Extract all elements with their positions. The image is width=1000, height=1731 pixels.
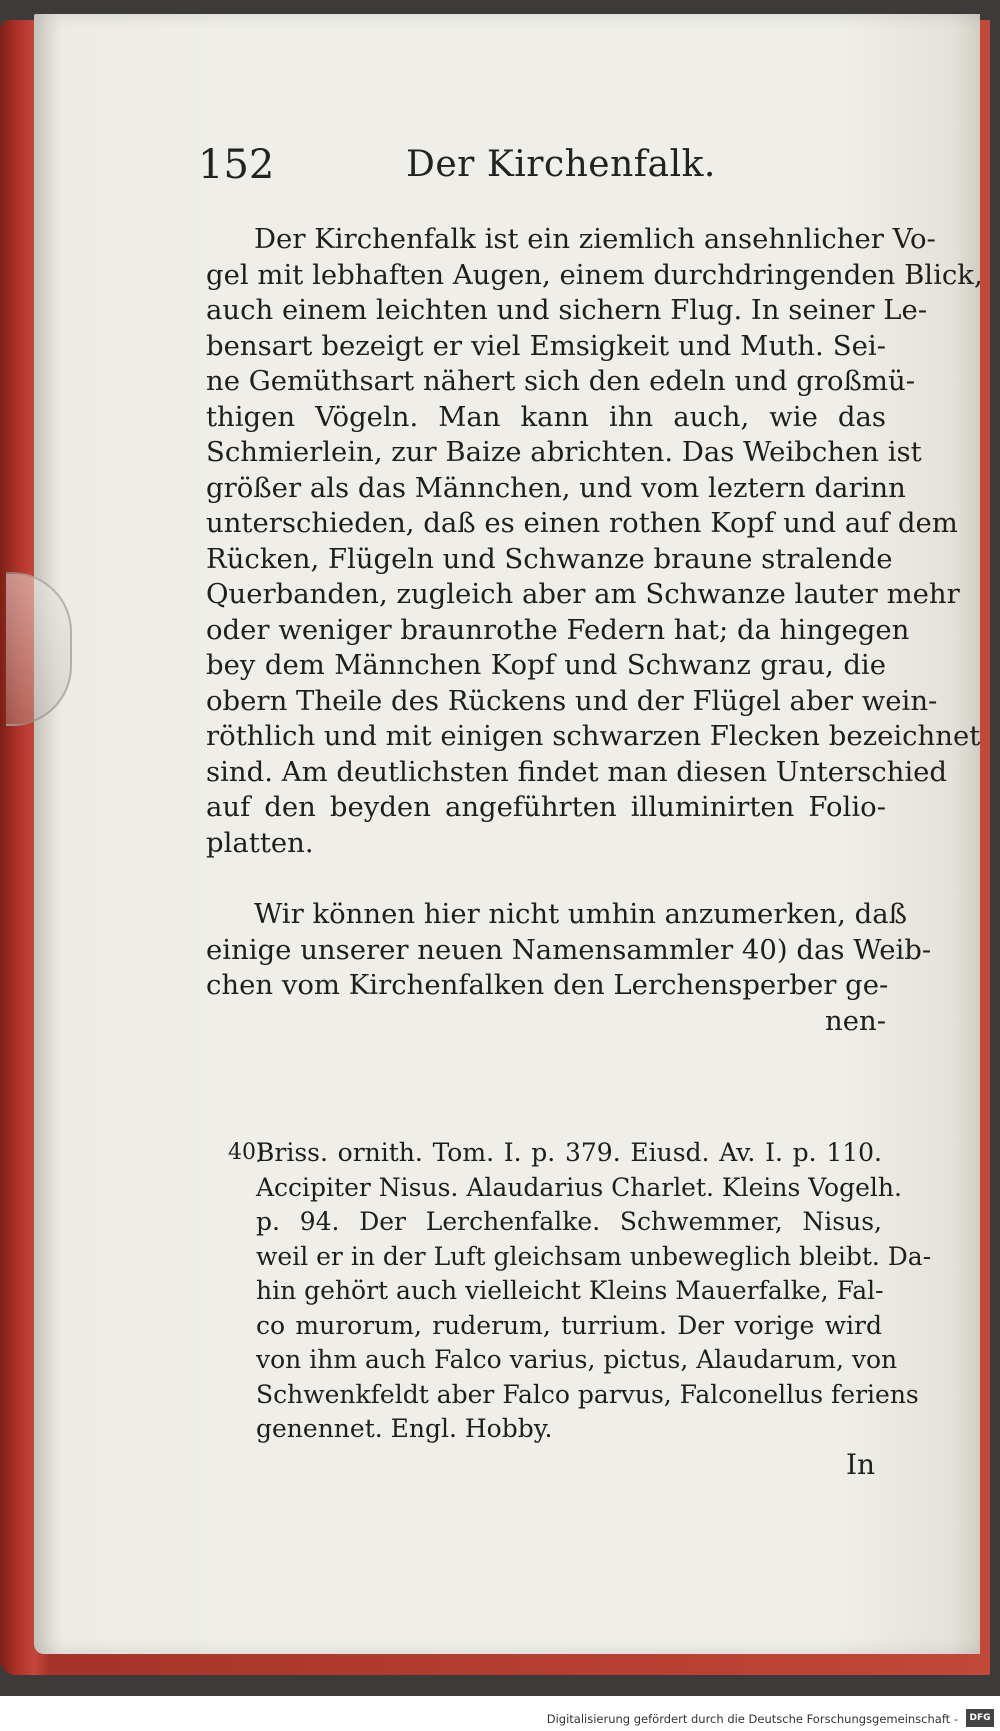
footnote-line: genennet. Engl. Hobby.	[256, 1414, 553, 1443]
text-line: nen-	[825, 1004, 886, 1037]
text-line: Rücken, Flügeln und Schwanze braune stralende	[206, 542, 893, 575]
text-line: Wir können hier nicht umhin anzumerken, daß	[254, 898, 907, 930]
funding-credit: Digitalisierung gefördert durch die Deutsche Forschungsgemeinschaft -	[546, 1712, 958, 1726]
paragraph-2	[206, 897, 932, 1039]
text-line: thigen Vögeln. Man kann ihn auch, wie das	[206, 400, 886, 433]
footnote	[228, 1136, 932, 1447]
footnote-line: Schwenkfeldt aber Falco parvus, Falconellus feriens	[256, 1379, 919, 1409]
text-line: platten.	[206, 826, 314, 859]
text-line: einige unserer neuen Namensammler 40) das Weib-	[206, 933, 932, 966]
text-line: Der Kirchenfalk ist ein ziemlich ansehnlicher Vo-	[254, 223, 936, 255]
footnote-line: hin gehört auch vielleicht Kleins Mauerfalke, Fal-	[256, 1276, 884, 1305]
footnote-marker: 40)	[228, 1140, 265, 1165]
dfg-logo: DFG	[966, 1709, 994, 1727]
paragraph-1	[206, 222, 983, 861]
footnote-line: von ihm auch Falco varius, pictus, Alaudarum, von	[256, 1345, 898, 1374]
text-line: röthlich und mit einigen schwarzen Flecken bezeichnet	[206, 720, 981, 752]
text-line: gel mit lebhaften Augen, einem durchdringenden Blick,	[206, 258, 983, 291]
text-line: unterschieden, daß es einen rothen Kopf und auf dem	[206, 507, 958, 539]
page-number: 152	[198, 142, 275, 188]
text-line: ne Gemüthsart nähert sich den edeln und großmü-	[206, 365, 916, 397]
text-line: sind. Am deutlichsten findet man diesen Unterschied	[206, 755, 948, 788]
text-line: größer als das Männchen, und vom leztern darinn	[206, 471, 906, 504]
page-header	[198, 142, 898, 194]
footnote-line: weil er in der Luft gleichsam unbeweglich bleibt. Da-	[256, 1241, 932, 1271]
text-line: chen vom Kirchenfalken den Lerchensperber ge-	[206, 969, 889, 1001]
footnote-line: Briss. ornith. Tom. I. p. 379. Eiusd. Av. I. p. 110.	[256, 1138, 882, 1167]
text-line: Schmierlein, zur Baize abrichten. Das Weibchen ist	[206, 436, 922, 468]
text-line: auch einem leichten und sichern Flug. In seiner Le-	[206, 294, 928, 326]
text-line: bensart bezeigt er viel Emsigkeit und Muth. Sei-	[206, 329, 886, 362]
body-text	[206, 222, 983, 1039]
running-title: Der Kirchenfalk.	[406, 144, 716, 185]
paragraph-gap	[206, 861, 886, 897]
text-line: oder weniger braunrothe Federn hat; da hingegen	[206, 613, 910, 646]
footnote-line: Accipiter Nisus. Alaudarius Charlet. Kleins Vogelh.	[256, 1172, 902, 1202]
footnote-line: p. 94. Der Lerchenfalke. Schwemmer, Nisus,	[256, 1207, 882, 1236]
text-line: bey dem Männchen Kopf und Schwanz grau, die	[206, 649, 886, 681]
footnote-line: co murorum, ruderum, turrium. Der vorige wird	[256, 1310, 882, 1340]
catchword: In	[846, 1448, 876, 1481]
text-line: Querbanden, zugleich aber am Schwanze lauter mehr	[206, 578, 960, 610]
text-line: auf den beyden angeführten illuminirten Folio-	[206, 791, 886, 823]
text-line: obern Theile des Rückens und der Flügel aber wein-	[206, 684, 938, 717]
